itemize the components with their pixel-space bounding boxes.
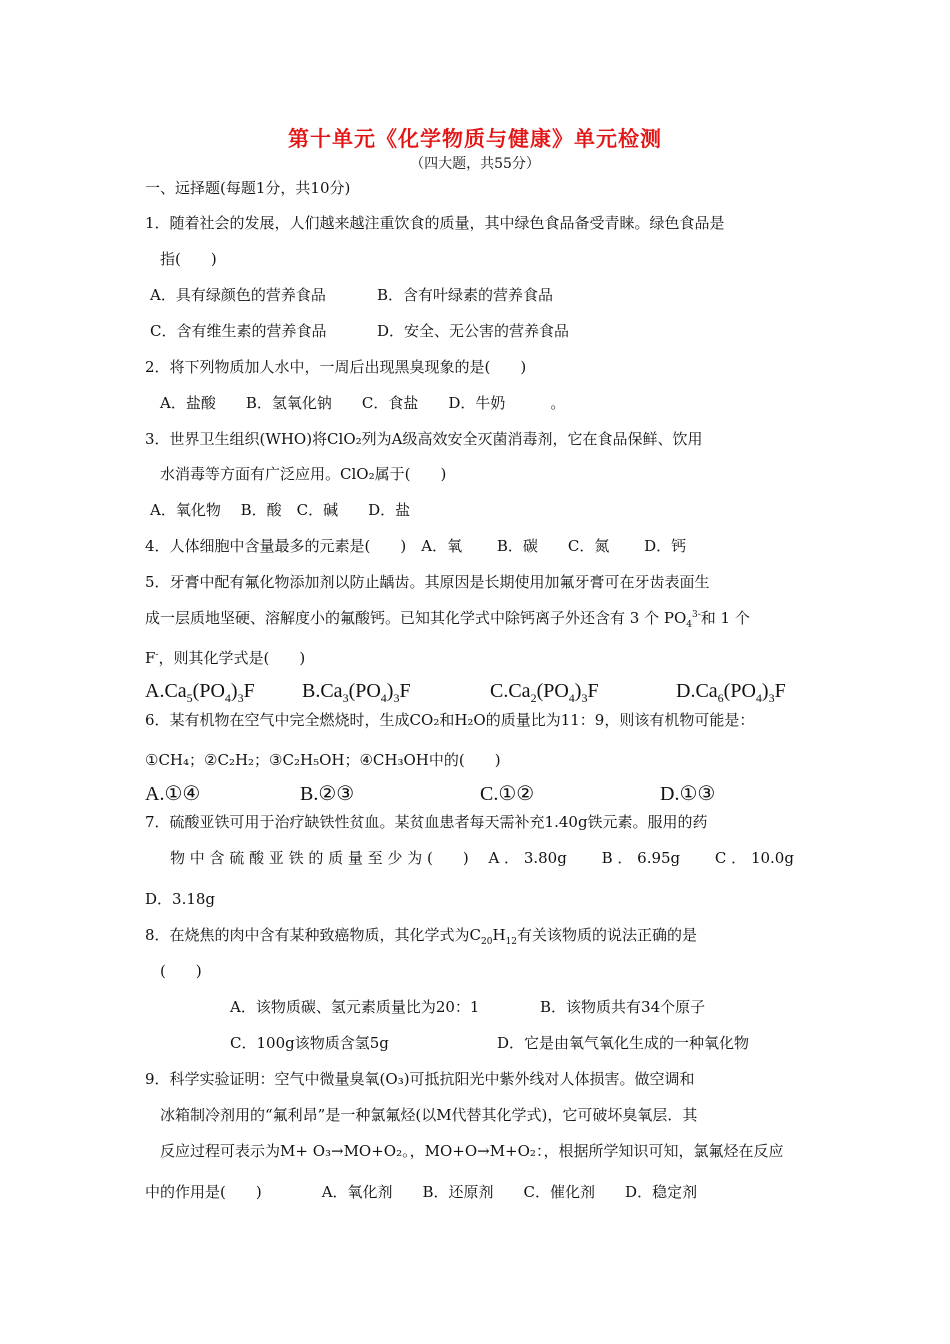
question-7-stem: 7．硫酸亚铁可用于治疗缺铁性贫血。某贫血患者每天需补充1.40g铁元素。服用的药 (145, 813, 708, 831)
question-5-stem-cont-2: F-，则其化学式是( ) (145, 649, 306, 667)
question-9-stem: 9．科学实验证明：空气中微量臭氧(O₃)可抵抗阳光中紫外线对人体损害。做空调和 (145, 1070, 695, 1088)
question-8-stem: 8．在烧焦的肉中含有某种致癌物质，其化学式为$C_{20}H_{12}$有关该物质的说法正确的是 (145, 926, 698, 947)
question-1-stem-cont: 指( ) (160, 250, 217, 268)
question-5-option-d: $D.Ca_6(PO_4)_3F$ (676, 680, 786, 705)
question-7-option-d: D．3.18g (145, 890, 216, 908)
question-6-option-b: B.②③ (300, 783, 355, 805)
question-5-stem: 5．牙膏中配有氟化物添加剂以防止龋齿。其原因是长期使用加氟牙膏可在牙齿表面生 (145, 573, 710, 591)
question-9-stem-cont-3: 中的作用是( ) A．氧化剂 B．还原剂 C．催化剂 D．稳定剂 (145, 1183, 698, 1201)
question-5-option-c: $C.Ca_2(PO_4)_3F$ (490, 680, 599, 705)
question-4-stem: 4．人体细胞中含量最多的元素是( ) A．氧 B．碳 C．氮 D．钙 (145, 537, 687, 555)
question-6-option-c: C.①② (480, 783, 535, 805)
question-5-option-b: $B.Ca_3(PO_4)_3F$ (302, 680, 411, 705)
question-1-option-d: D．安全、无公害的营养食品 (377, 322, 570, 340)
question-8-option-b: B．该物质共有34个原子 (540, 998, 706, 1016)
question-3-options: A．氧化物 B．酸 C．碱 D．盐 (150, 501, 411, 519)
question-1-option-a: A．具有绿颜色的营养食品 (150, 286, 326, 304)
section-heading: 一、远择题(每题1分，共10分) (145, 179, 351, 197)
question-9-stem-cont: 冰箱制冷剂用的“氟利昂”是一种氯氟烃(以M代替其化学式)，它可破坏臭氧层．其 (160, 1106, 698, 1124)
question-8-option-d: D．它是由氧气氧化生成的一种氧化物 (497, 1034, 750, 1052)
question-1-option-c: C．含有维生素的营养食品 (150, 322, 327, 340)
question-8-option-a: A．该物质碳、氢元素质量比为20：1 (230, 998, 480, 1016)
question-2-stem: 2．将下列物质加人水中，一周后出现黑臭现象的是( ) (145, 358, 527, 376)
question-5-option-a: $A.Ca_5(PO_4)_3F$ (145, 680, 255, 705)
question-5-stem-cont: 成一层质地坚硬、溶解度小的氟酸钙。已知其化学式中除钙离子外还含有 3 个 $PO_4^{3-}$和 1 个 (145, 609, 750, 630)
question-2-options: A．盐酸 B．氢氧化钠 C．食盐 D．牛奶 。 (160, 394, 566, 412)
question-7-stem-cont: 物 中 含 硫 酸 亚 铁 的 质 量 至 少 为 ( ) A ． 3.80g B ． 6.95g C ． 10.0g (170, 849, 794, 867)
question-8-stem-cont: ( ) (160, 962, 202, 980)
question-6-stem-cont: ①CH₄；②C₂H₂；③C₂H₅OH；④CH₃OH中的( ) (145, 751, 501, 769)
question-6-option-d: D.①③ (660, 783, 716, 805)
page-title: 第十单元《化学物质与健康》单元检测 (288, 127, 662, 151)
page-subtitle: （四大题，共55分） (410, 156, 540, 172)
question-6-option-a: A.①④ (145, 783, 201, 805)
question-6-stem: 6．某有机物在空气中完全燃烧时，生成CO₂和H₂O的质量比为11：9，则该有机物可能是： (145, 711, 755, 729)
question-8-option-c: C．100g该物质含氢5g (230, 1034, 389, 1052)
question-1-option-b: B．含有叶绿素的营养食品 (377, 286, 554, 304)
question-3-stem: 3．世界卫生组织(WHO)将ClO₂列为A级高效安全灭菌消毒剂，它在食品保鲜、饮用 (145, 430, 703, 448)
question-1-stem: 1．随着社会的发展，人们越来越注重饮食的质量，其中绿色食品备受青睐。绿色食品是 (145, 214, 725, 232)
question-9-stem-cont-2: 反应过程可表示为M+ O₃→MO+O₂。，MO+O→M+O₂：，根据所学知识可知，氯氟烃在反应 (160, 1142, 784, 1160)
question-3-stem-cont: 水消毒等方面有广泛应用。ClO₂属于( ) (160, 465, 447, 483)
